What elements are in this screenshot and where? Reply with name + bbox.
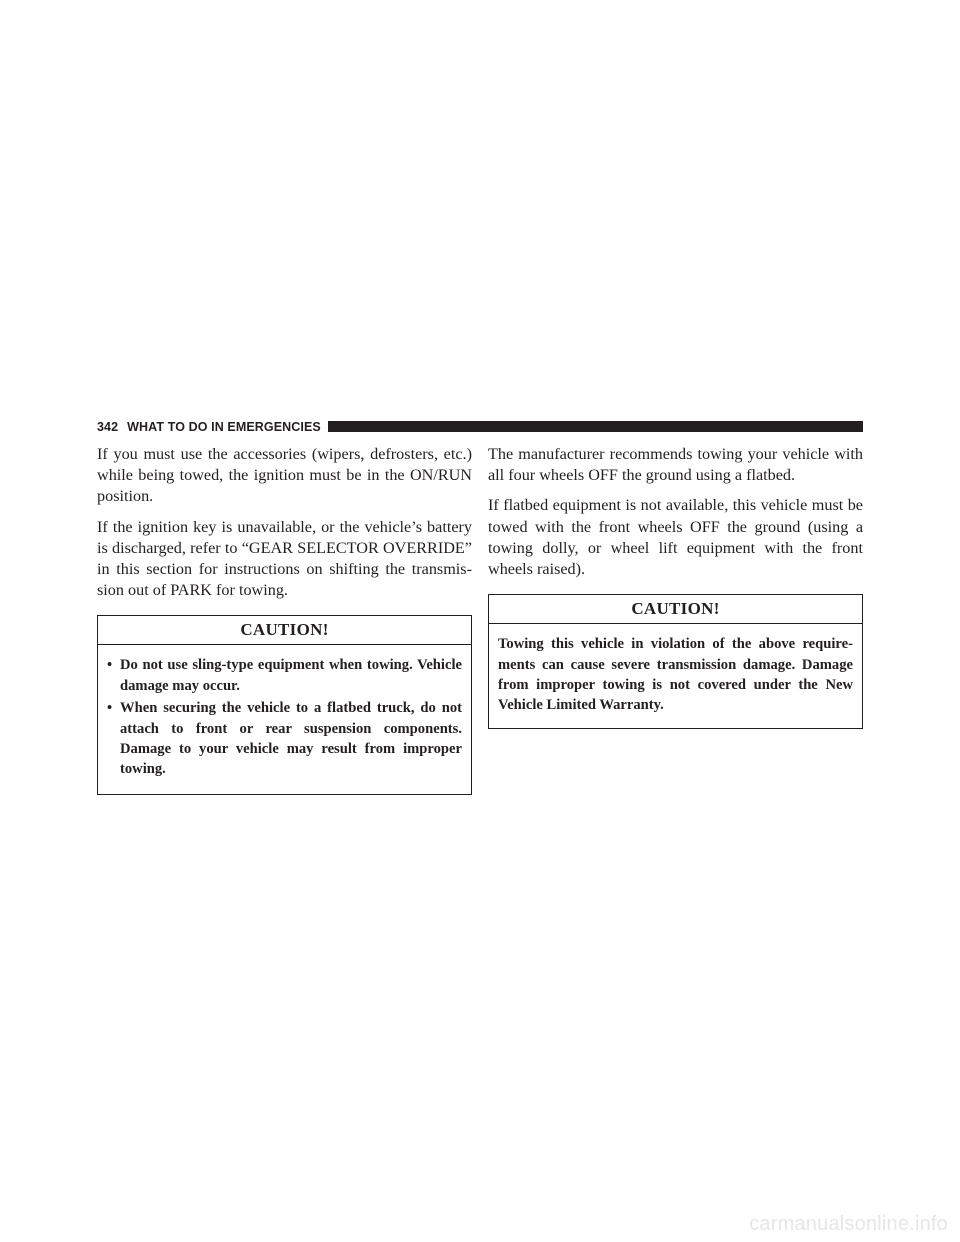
watermark-text: carmanualsonline.info — [749, 1213, 948, 1235]
header-rule — [328, 421, 863, 432]
caution-list — [107, 655, 462, 779]
left-column — [97, 444, 472, 795]
paragraph-front-wheels-off: If flatbed equipment is not available, this vehicle must be towed with the front wheels OFF the ground (using a towing dolly, or wheel lift equipment with the front wheels raised). — [488, 496, 863, 579]
caution-text: Towing this vehicle in violation of the above requirements can cause severe transmission damage. Damage from improper towing is not covered under the New Vehicle Limited Warranty. — [498, 636, 853, 714]
bullet-icon: • — [107, 657, 113, 674]
caution-body — [489, 624, 862, 728]
caution-box-transmission-damage — [488, 594, 863, 729]
paragraph-accessories: If you must use the accessories (wipers, defrosters, etc.) while being towed, the ignition must be in the ON/RUN position. — [97, 445, 472, 506]
bullet-icon: • — [107, 700, 113, 717]
right-column — [488, 444, 863, 729]
caution-title: CAUTION! — [489, 595, 862, 624]
caution-body — [98, 645, 471, 793]
paragraph-ignition-key: If the ignition key is unavailable, or the vehicle’s battery is discharged, refer to “GEAR SELECTOR OVERRIDE” in this section for instructions on shifting the transmission out of PARK for towing. — [97, 517, 472, 600]
paragraph-flatbed-recommendation: The manufacturer recommends towing your vehicle with all four wheels OFF the ground using a flatbed. — [488, 445, 863, 485]
section-title: WHAT TO DO IN EMERGENCIES — [127, 419, 321, 434]
page-header — [97, 418, 863, 435]
caution-item-text: Do not use sling-type equipment when towing. Vehicle damage may occur. — [120, 657, 462, 694]
caution-item — [107, 698, 462, 780]
page-number: 342 — [97, 419, 119, 434]
caution-box-towing-equipment — [97, 615, 472, 794]
caution-item — [107, 655, 462, 696]
caution-item-text: When securing the vehicle to a flatbed truck, do not attach to front or rear suspension components. Damage to your vehicle may result from improper towing. — [120, 700, 462, 778]
caution-title: CAUTION! — [98, 616, 471, 645]
